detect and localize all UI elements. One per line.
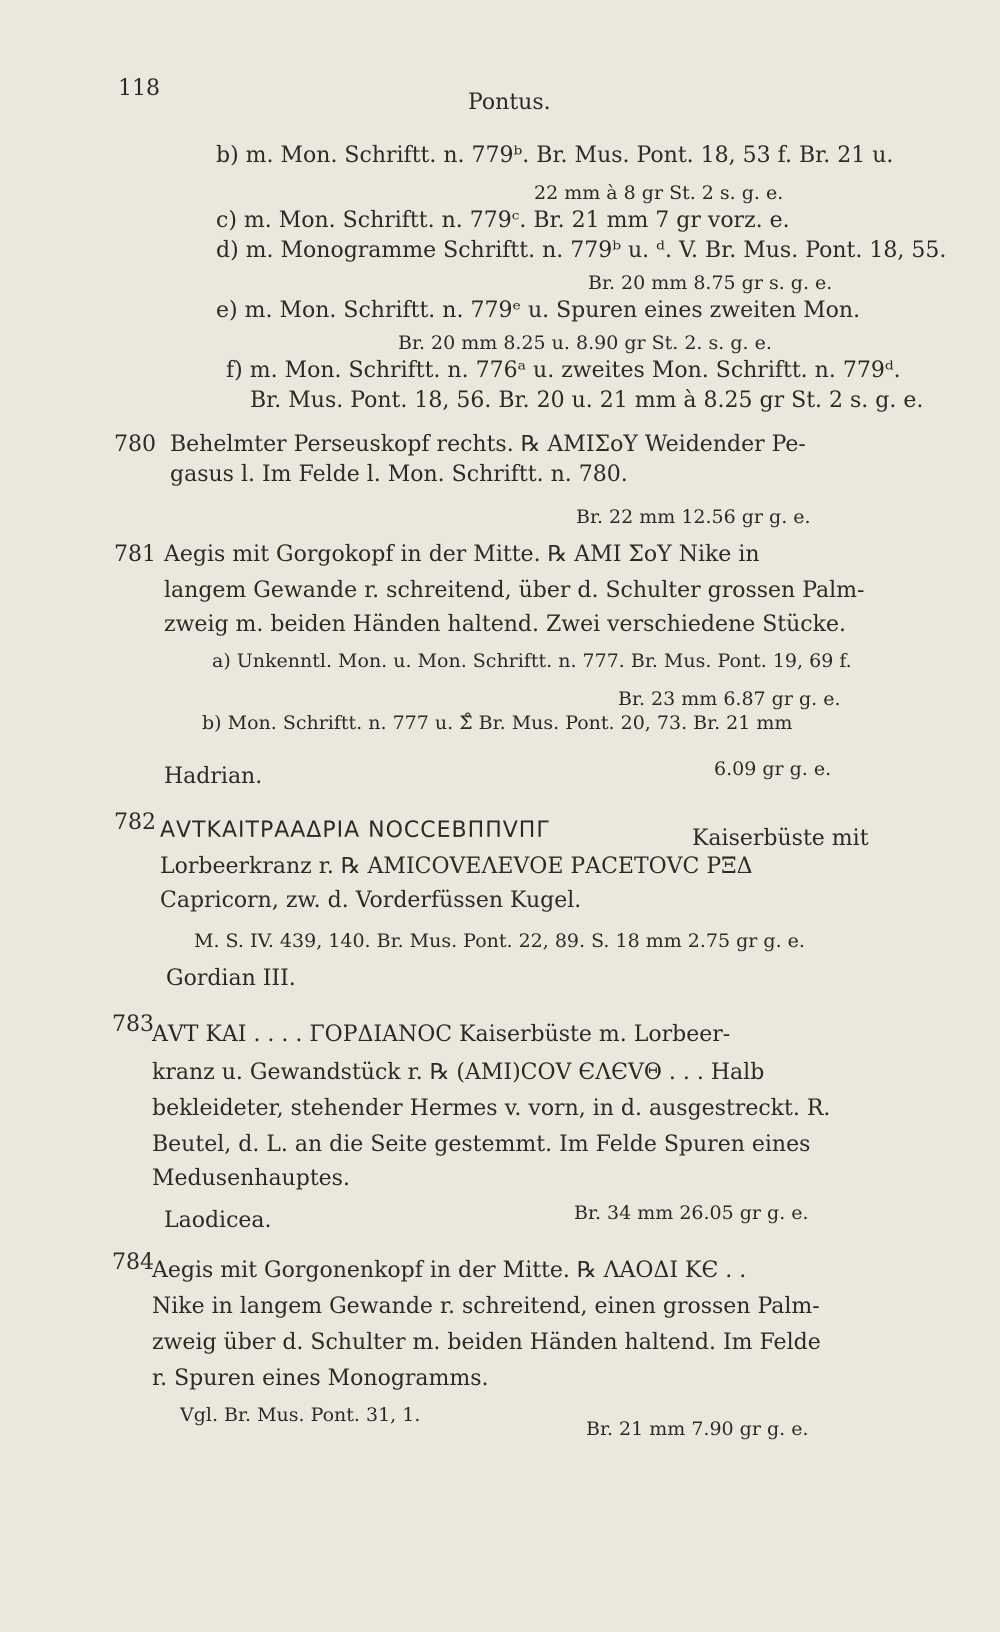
entry-783-line5: Medusenhauptes. [152, 1166, 350, 1191]
entry-number-783: 783 [112, 1012, 154, 1037]
section-gordian: Gordian III. [166, 966, 296, 991]
line-d2: Br. 20 mm 8.75 gr s. g. e. [588, 272, 833, 294]
entry-782-legend: ΑVΤΚΑΙΤΡΑΑΔΡΙΑ ΝΟCCΕΒΠΠVΠΓ [160, 818, 550, 843]
entry-781-line1: Aegis mit Gorgokopf in der Mitte. ℞ ΑΜΙ ΣοΥ Nike in [164, 542, 760, 567]
entry-782-line3: Capricorn, zw. d. Vorderfüssen Kugel. [160, 888, 582, 913]
line-e2: Br. 20 mm 8.25 u. 8.90 gr St. 2. s. g. e. [398, 332, 772, 354]
line-e1: e) m. Mon. Schriftt. n. 779ᵉ u. Spuren eines zweiten Mon. [216, 298, 861, 323]
line-d1: d) m. Monogramme Schriftt. n. 779ᵇ u. ᵈ. V. Br. Mus. Pont. 18, 55. [216, 238, 947, 263]
entry-783-line1: ΑVΤ ΚΑΙ . . . . ΓΟΡΔΙΑΝΟC Kaiserbüste m. Lorbeer- [152, 1022, 731, 1047]
entry-784-line3: zweig über d. Schulter m. beiden Händen haltend. Im Felde [152, 1330, 821, 1355]
section-laodicea: Laodicea. [164, 1208, 272, 1233]
entry-781-line2: langem Gewande r. schreitend, über d. Schulter grossen Palm- [164, 578, 865, 603]
page-number: 118 [118, 76, 160, 101]
entry-782-line2: Lorbeerkranz r. ℞ ΑΜΙCΟVΕΛΕVΟΕ ΡΑCΕΤΟVC ΡΞΔ [160, 854, 753, 879]
entry-783-line4: Beutel, d. L. an die Seite gestemmt. Im Felde Spuren eines [152, 1132, 811, 1157]
entry-number-784: 784 [112, 1250, 154, 1275]
entry-number-780: 780 [114, 432, 156, 457]
line-f2: Br. Mus. Pont. 18, 56. Br. 20 u. 21 mm à 8.25 gr St. 2 s. g. e. [250, 388, 924, 413]
entry-781-a: a) Unkenntl. Mon. u. Mon. Schriftt. n. 777. Br. Mus. Pont. 19, 69 f. [212, 650, 852, 672]
entry-782-ref: M. S. IV. 439, 140. Br. Mus. Pont. 22, 89. S. 18 mm 2.75 gr g. e. [194, 930, 805, 952]
entry-780-measure: Br. 22 mm 12.56 gr g. e. [576, 506, 811, 528]
entry-number-782: 782 [114, 810, 156, 835]
entry-781-a-measure: Br. 23 mm 6.87 gr g. e. [618, 688, 841, 710]
line-b2: 22 mm à 8 gr St. 2 s. g. e. [534, 182, 784, 204]
entry-784-ref: Vgl. Br. Mus. Pont. 31, 1. [180, 1404, 421, 1426]
line-b1: b) m. Mon. Schriftt. n. 779ᵇ. Br. Mus. Pont. 18, 53 f. Br. 21 u. [216, 143, 894, 168]
entry-782-line1b: Kaiserbüste mit [692, 826, 869, 851]
line-f1: f) m. Mon. Schriftt. n. 776ᵃ u. zweites Mon. Schriftt. n. 779ᵈ. [226, 358, 901, 383]
entry-number-781: 781 [114, 542, 156, 567]
entry-780-line1: Behelmter Perseuskopf rechts. ℞ ΑΜΙΣοΥ Weidender Pe- [170, 432, 806, 457]
entry-784-measure: Br. 21 mm 7.90 gr g. e. [586, 1418, 809, 1440]
entry-781-line3: zweig m. beiden Händen haltend. Zwei verschiedene Stücke. [164, 612, 846, 637]
entry-784-line4: r. Spuren eines Monogramms. [152, 1366, 489, 1391]
entry-783-line3: bekleideter, stehender Hermes v. vorn, in d. ausgestreckt. R. [152, 1096, 831, 1121]
entry-784-line2: Nike in langem Gewande r. schreitend, einen grossen Palm- [152, 1294, 820, 1319]
running-title: Pontus. [468, 90, 551, 115]
entry-781-b: b) Mon. Schriftt. n. 777 u. Σ̊ Br. Mus. Pont. 20, 73. Br. 21 mm [202, 712, 793, 734]
entry-781-b-measure: 6.09 gr g. e. [714, 758, 832, 780]
entry-784-line1: Aegis mit Gorgonenkopf in der Mitte. ℞ ΛΑΟΔΙ ΚЄ . . [152, 1258, 747, 1283]
entry-783-measure: Br. 34 mm 26.05 gr g. e. [574, 1202, 809, 1224]
section-hadrian: Hadrian. [164, 764, 263, 789]
entry-780-line2: gasus l. Im Felde l. Mon. Schriftt. n. 780. [170, 462, 628, 487]
line-c1: c) m. Mon. Schriftt. n. 779ᶜ. Br. 21 mm 7 gr vorz. e. [216, 208, 790, 233]
entry-783-line2: kranz u. Gewandstück r. ℞ (ΑΜΙ)CΟV ЄΛЄVΘ . . . Halb [152, 1060, 765, 1085]
